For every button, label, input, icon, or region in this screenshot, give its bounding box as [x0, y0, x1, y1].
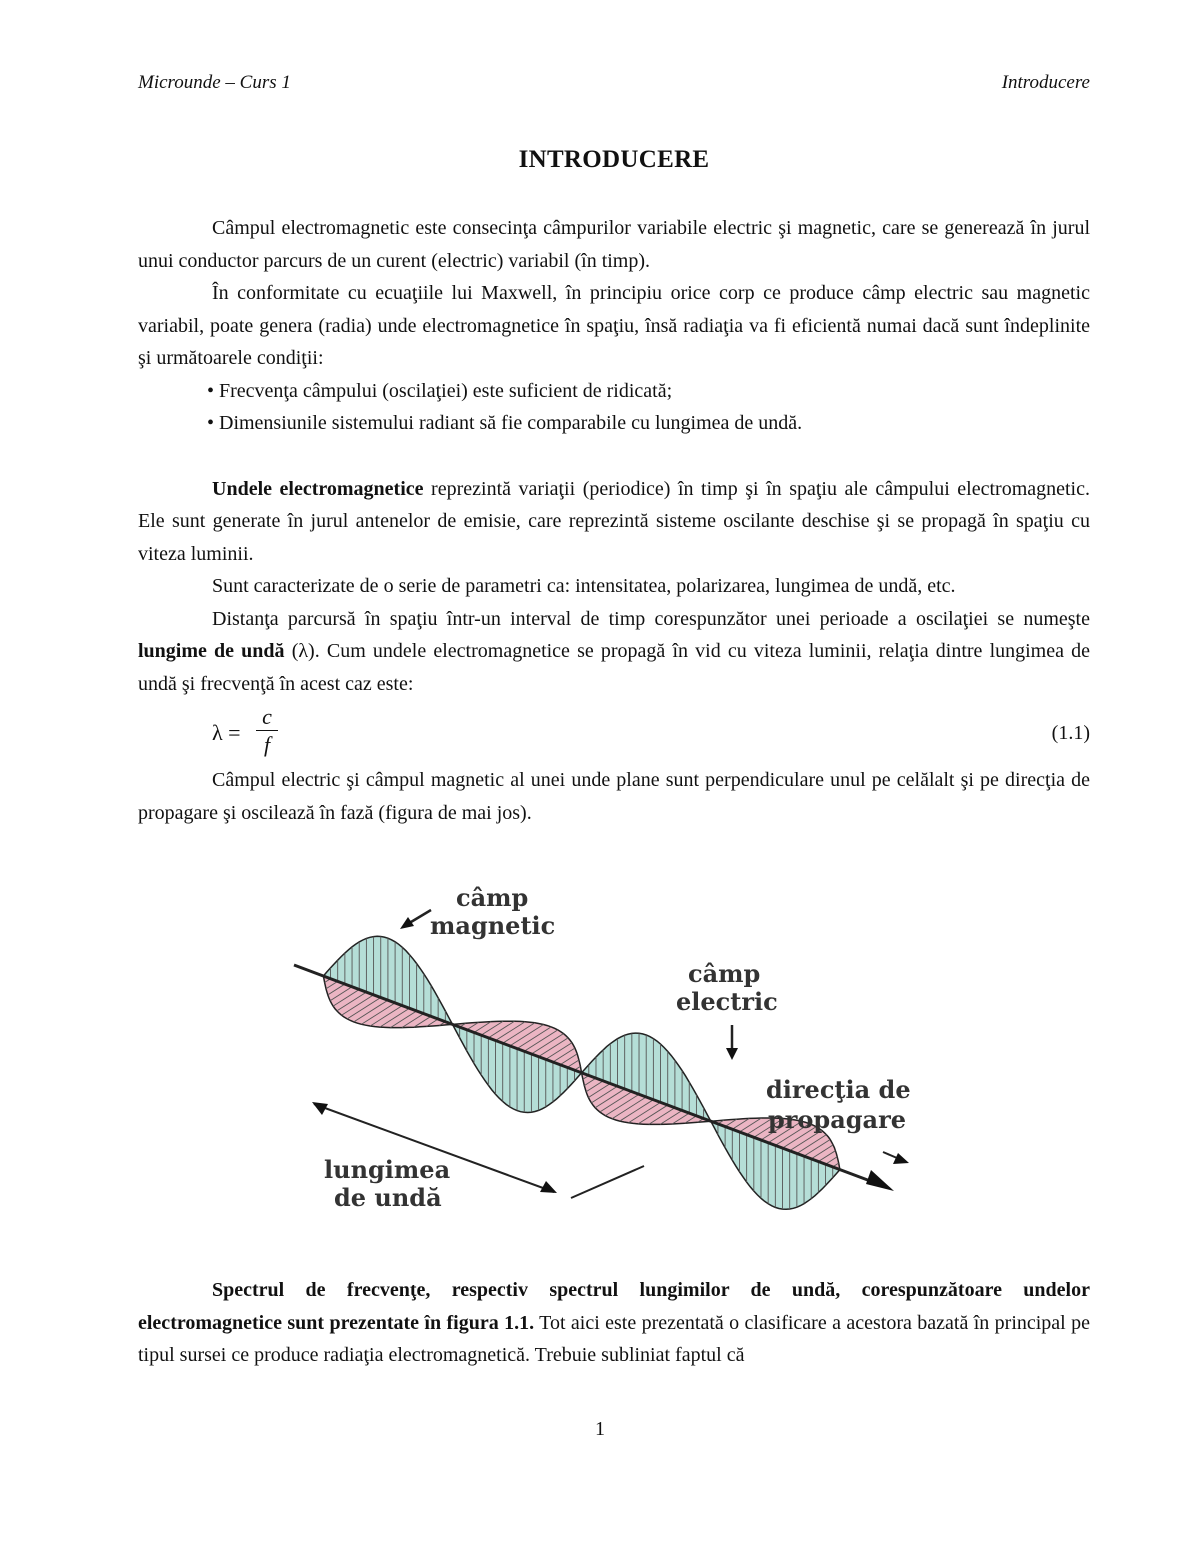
label-direction-line1: direcţia de	[766, 1075, 911, 1104]
direction-arrowhead	[893, 1153, 909, 1164]
paragraph-1: Câmpul electromagnetic este consecinţa câmpurilor variabile electric şi magnetic, care se generează în jurul unui conductor parcurs de un curent (electric) variabil (în timp).	[138, 217, 1090, 272]
electric-pointer-head	[726, 1048, 738, 1060]
header-chapter-title: Introducere	[1001, 72, 1090, 93]
paragraph-7-bold: Spectrul de frecvenţe, respectiv spectrul lungimilor de undă, corespunzătoare undelor electromagnetice sunt prezentate în figura 1.1.	[138, 1279, 1090, 1334]
page-title: INTRODUCERE	[518, 146, 710, 173]
formula-1-1	[138, 704, 1090, 762]
body-text-lower	[138, 1274, 1090, 1372]
em-wave-figure	[276, 880, 916, 1240]
paragraph-5	[138, 603, 1090, 701]
formula-fraction	[256, 704, 278, 759]
magnetic-pointer-head	[400, 917, 414, 929]
equation-number: (1.1)	[1051, 722, 1090, 744]
wavelength-extension-line	[571, 1166, 644, 1198]
bullet-item-2: • Dimensiunile sistemului radiant să fie comparabile cu lungimea de undă.	[207, 412, 803, 434]
label-electric-line1: câmp	[688, 959, 761, 988]
label-magnetic-line1: câmp	[456, 883, 529, 912]
paragraph-3-bold: Undele electromagnetice	[212, 477, 424, 500]
paragraph-3-text: reprezintă variaţii (periodice) în timp şi în spaţiu ale câmpului electromagnetic. Ele sunt generate în jurul antenelor de emisie, care reprezintă sisteme oscilante deschise şi se propagă în spaţiu cu viteza luminii.	[138, 477, 1090, 565]
paragraph-5-bold: lungime de undă	[138, 640, 285, 662]
paragraph-5-text-b: (λ). Cum undele electromagnetice se propagă în vid cu viteza luminii, relaţia dintre lungimea de undă şi frecvenţă în acest caz este:	[138, 640, 1091, 695]
formula-denominator: f	[263, 732, 271, 757]
body-text-upper	[138, 212, 1090, 829]
formula-lhs: λ =	[212, 720, 241, 745]
page-number: 1	[595, 1418, 605, 1440]
paragraph-5-text-a: Distanţa parcursă în spaţiu într-un interval de timp corespunzător unei perioade a oscilaţiei se numeşte	[212, 607, 1090, 630]
paragraph-gap	[138, 440, 1090, 473]
paragraph-3	[138, 473, 1090, 571]
axis-arrowhead	[866, 1170, 894, 1191]
label-direction-line2: propagare	[768, 1105, 907, 1134]
page-header	[138, 72, 1090, 98]
paragraph-2: În conformitate cu ecuaţiile lui Maxwell, în principiu orice corp ce produce câmp electric sau magnetic variabil, poate genera (radia) unde electromagnetice în spaţiu, însă radiaţia va fi eficientă numai dacă sunt îndeplinite şi următoarele condiţii:	[138, 282, 1090, 369]
paragraph-4: Sunt caracterizate de o serie de parametri ca: intensitatea, polarizarea, lungimea de undă, etc.	[212, 575, 956, 597]
paragraph-7-text: Tot aici este prezentată o clasificare a acestora bazată în principal pe tipul sursei ce produce radiaţia electromagnetică. Trebuie subliniat faptul că	[138, 1311, 1091, 1366]
label-magnetic-line2: magnetic	[430, 911, 556, 940]
paragraph-7	[138, 1274, 1090, 1372]
header-course-title: Microunde – Curs 1	[138, 72, 291, 93]
paragraph-6: Câmpul electric şi câmpul magnetic al unei unde plane sunt perpendiculare unul pe celălalt şi pe direcţia de propagare şi oscilează în fază (figura de mai jos).	[138, 769, 1090, 824]
em-wave-diagram	[276, 880, 916, 1240]
formula-numerator: c	[256, 704, 278, 731]
bullet-item-1: • Frecvenţa câmpului (oscilaţiei) este suficient de ridicată;	[207, 379, 673, 402]
label-wavelength-line2: de undă	[334, 1183, 442, 1212]
label-wavelength-line1: lungimea	[324, 1155, 451, 1184]
label-electric-line2: electric	[676, 987, 778, 1016]
